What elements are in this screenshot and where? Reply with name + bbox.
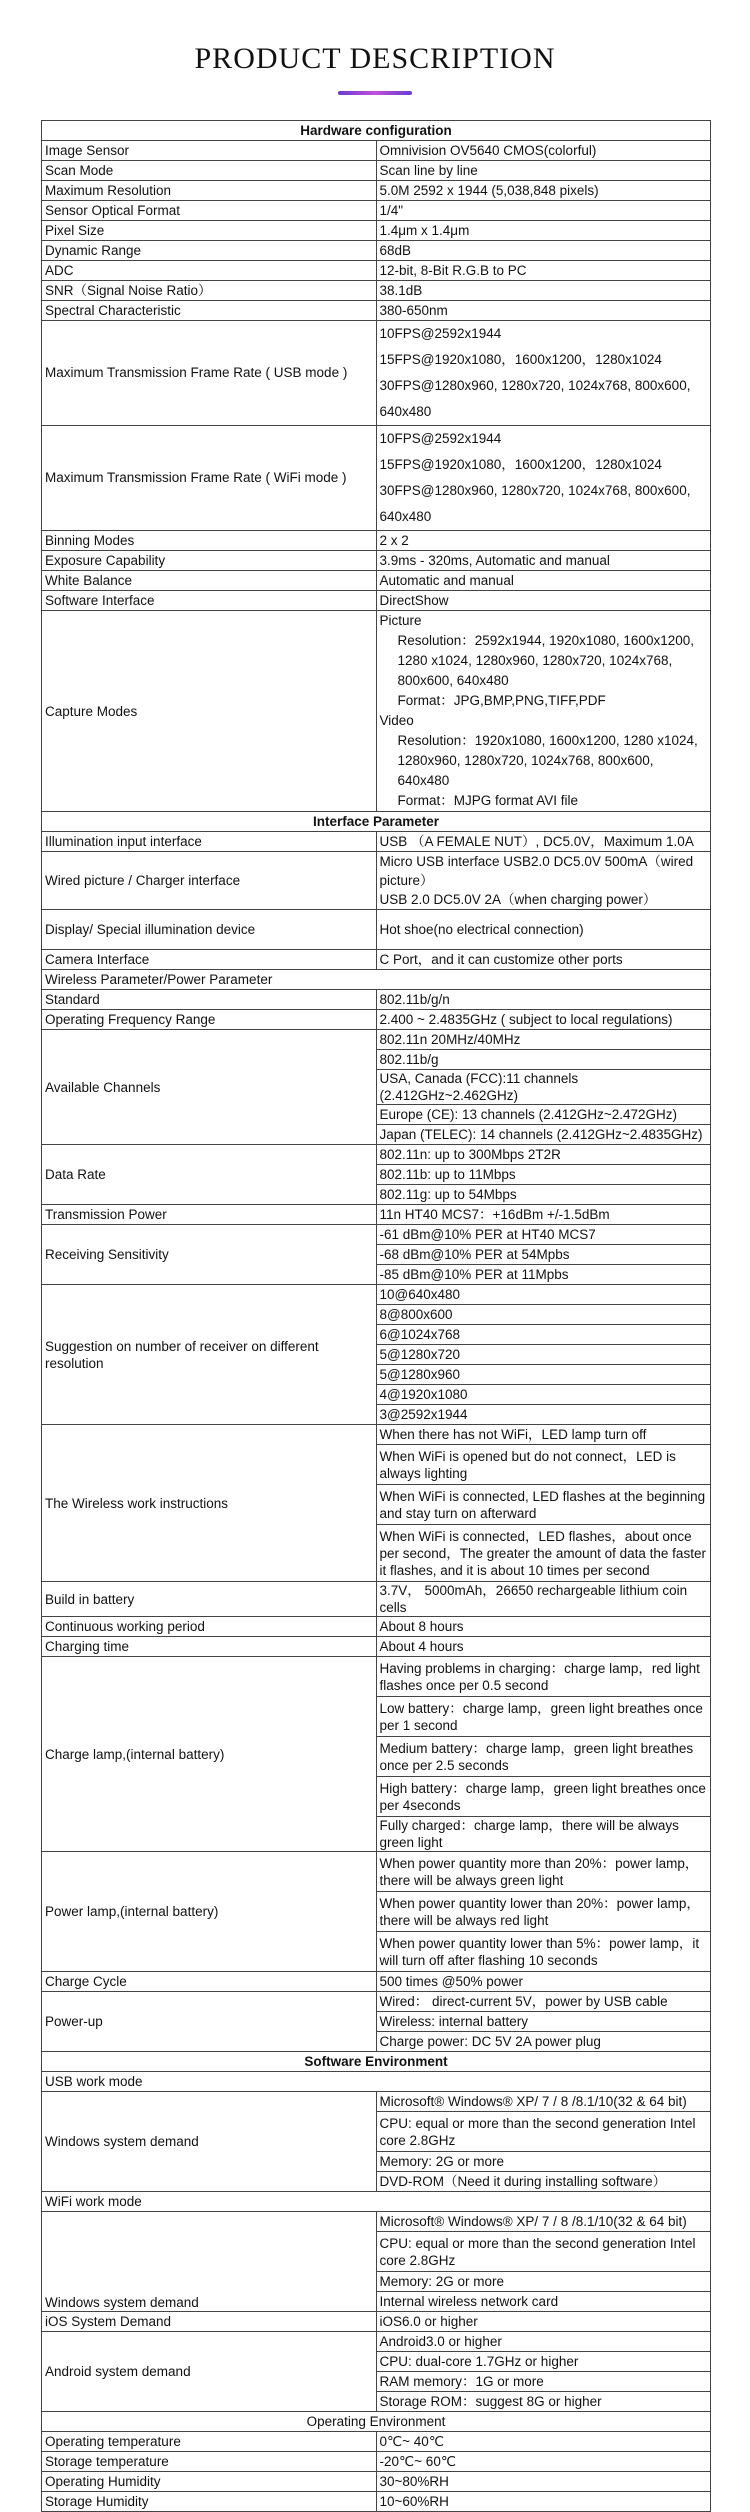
page-header	[0, 0, 750, 120]
spec-value: Scan line by line	[376, 161, 711, 181]
spec-value: 2.400 ~ 2.4835GHz ( subject to local regulations)	[376, 1010, 711, 1030]
spec-value	[376, 321, 711, 426]
spec-label: Sensor Optical Format	[42, 201, 377, 221]
spec-label: Capture Modes	[42, 611, 377, 812]
spec-value: Hot shoe(no electrical connection)	[376, 910, 711, 950]
spec-label: Software Interface	[42, 591, 377, 611]
spec-label: Wired picture / Charger interface	[42, 852, 377, 910]
section-heading-interface: Interface Parameter	[42, 812, 711, 832]
spec-value: About 8 hours	[376, 1617, 711, 1637]
spec-value: Internal wireless network card	[376, 2292, 711, 2312]
spec-value: DVD-ROM（Need it during installing software）	[376, 2172, 711, 2192]
spec-value: 0℃~ 40℃	[376, 2432, 711, 2452]
wired-line: Micro USB interface USB2.0 DC5.0V 500mA（wired picture）	[379, 854, 694, 888]
section-heading-software: Software Environment	[42, 2052, 711, 2072]
spec-label: Charge lamp,(internal battery)	[42, 1657, 377, 1852]
title-accent-bar	[338, 91, 412, 95]
spec-label: Pixel Size	[42, 221, 377, 241]
receiver-row: 5@1280x960	[376, 1365, 711, 1385]
spec-value: Wireless: internal battery	[376, 2012, 711, 2032]
spec-label: Operating temperature	[42, 2432, 377, 2452]
spec-value	[376, 426, 711, 531]
spec-value: 3.7V， 5000mAh，26650 rechargeable lithium coin cells	[376, 1582, 711, 1617]
spec-value: CPU: equal or more than the second generation Intel core 2.8GHz	[376, 2232, 711, 2272]
spec-value: USA, Canada (FCC):11 channels (2.412GHz~2.462GHz)	[376, 1070, 711, 1105]
spec-label: Operating Frequency Range	[42, 1010, 377, 1030]
spec-label: Build in battery	[42, 1582, 377, 1617]
spec-label: Data Rate	[42, 1145, 377, 1205]
spec-value: 802.11b/g/n	[376, 990, 711, 1010]
spec-label: Standard	[42, 990, 377, 1010]
spec-value: Microsoft® Windows® XP/ 7 / 8 /8.1/10(32 & 64 bit)	[376, 2092, 711, 2112]
spec-value: -61 dBm@10% PER at HT40 MCS7	[376, 1225, 711, 1245]
wifi-work-mode-heading: WiFi work mode	[42, 2192, 711, 2212]
spec-value: Wired： direct-current 5V，power by USB cable	[376, 1992, 711, 2012]
spec-value: 1.4μm x 1.4μm	[376, 221, 711, 241]
spec-label: Camera Interface	[42, 950, 377, 970]
capture-video-resolution: Resolution：1920x1080, 1600x1200, 1280 x1024, 1280x960, 1280x720, 1024x768, 800x600, 640x480	[397, 733, 698, 788]
spec-label: Illumination input interface	[42, 832, 377, 852]
spec-value: CPU: equal or more than the second generation Intel core 2.8GHz	[376, 2112, 711, 2152]
spec-value: Memory: 2G or more	[376, 2152, 711, 2172]
frame-rate-line: 10FPS@2592x1944	[379, 326, 502, 341]
spec-value: 802.11n: up to 300Mbps 2T2R	[376, 1145, 711, 1165]
capture-picture-format: Format：JPG,BMP,PNG,TIFF,PDF	[397, 693, 606, 708]
spec-value: High battery：charge lamp，green light breathes once per 4seconds	[376, 1777, 711, 1817]
spec-value: 802.11n 20MHz/40MHz	[376, 1030, 711, 1050]
receiver-row: 5@1280x720	[376, 1345, 711, 1365]
spec-value: 380-650nm	[376, 301, 711, 321]
spec-value: USB （A FEMALE NUT）, DC5.0V，Maximum 1.0A	[376, 832, 711, 852]
spec-label: Suggestion on number of receiver on different resolution	[42, 1285, 377, 1425]
receiver-row: 10@640x480	[376, 1285, 711, 1305]
spec-value: Europe (CE): 13 channels (2.412GHz~2.472GHz)	[376, 1105, 711, 1125]
spec-label: Spectral Characteristic	[42, 301, 377, 321]
spec-label: Display/ Special illumination device	[42, 910, 377, 950]
receiver-row: 4@1920x1080	[376, 1385, 711, 1405]
receiver-row: 8@800x600	[376, 1305, 711, 1325]
spec-value: 3.9ms - 320ms, Automatic and manual	[376, 551, 711, 571]
spec-value: Omnivision OV5640 CMOS(colorful)	[376, 141, 711, 161]
spec-label: Maximum Transmission Frame Rate ( WiFi mode )	[42, 426, 377, 531]
section-heading-wireless: Wireless Parameter/Power Parameter	[42, 970, 711, 990]
spec-value: 802.11b/g	[376, 1050, 711, 1070]
spec-value: -68 dBm@10% PER at 54Mpbs	[376, 1245, 711, 1265]
spec-label: Continuous working period	[42, 1617, 377, 1637]
frame-rate-line: 15FPS@1920x1080，1600x1200，1280x1024	[379, 352, 662, 367]
spec-value: Charge power: DC 5V 2A power plug	[376, 2032, 711, 2052]
section-heading-hardware: Hardware configuration	[42, 121, 711, 141]
capture-video-format: Format：MJPG format AVI file	[397, 793, 579, 808]
spec-value: -85 dBm@10% PER at 11Mpbs	[376, 1265, 711, 1285]
spec-label: Storage temperature	[42, 2452, 377, 2472]
spec-value: 11n HT40 MCS7：+16dBm +/-1.5dBm	[376, 1205, 711, 1225]
spec-label: Available Channels	[42, 1030, 377, 1145]
spec-value: 1/4"	[376, 201, 711, 221]
spec-value: When there has not WiFi，LED lamp turn off	[376, 1425, 711, 1445]
spec-value: Microsoft® Windows® XP/ 7 / 8 /8.1/10(32 & 64 bit)	[376, 2212, 711, 2232]
spec-label: White Balance	[42, 571, 377, 591]
spec-value: Automatic and manual	[376, 571, 711, 591]
spec-value: 68dB	[376, 241, 711, 261]
spec-label: Maximum Resolution	[42, 181, 377, 201]
spec-label: ADC	[42, 261, 377, 281]
spec-value: Memory: 2G or more	[376, 2272, 711, 2292]
frame-rate-line: 15FPS@1920x1080，1600x1200，1280x1024	[379, 457, 662, 472]
section-heading-environment: Operating Environment	[42, 2412, 711, 2432]
spec-value: 2 x 2	[376, 531, 711, 551]
spec-table	[41, 120, 711, 2512]
spec-value: 38.1dB	[376, 281, 711, 301]
receiver-row: 6@1024x768	[376, 1325, 711, 1345]
spec-label: Power lamp,(internal battery)	[42, 1852, 377, 1972]
spec-value: Android3.0 or higher	[376, 2332, 711, 2352]
spec-value: 12-bit, 8-Bit R.G.B to PC	[376, 261, 711, 281]
capture-picture-label: Picture	[379, 613, 422, 628]
spec-value: Japan (TELEC): 14 channels (2.412GHz~2.4835GHz)	[376, 1125, 711, 1145]
spec-label: SNR（Signal Noise Ratio）	[42, 281, 377, 301]
spec-value: When WiFi is connected, LED flashes at the beginning and stay turn on afterward	[376, 1485, 711, 1525]
spec-value: DirectShow	[376, 591, 711, 611]
spec-label: Windows system demand	[42, 2212, 377, 2312]
spec-label: Exposure Capability	[42, 551, 377, 571]
spec-value	[376, 611, 711, 812]
capture-picture-resolution: Resolution：2592x1944, 1920x1080, 1600x1200, 1280 x1024, 1280x960, 1280x720, 1024x768, 800x600, 640x480	[397, 633, 694, 688]
spec-value: Fully charged：charge lamp，there will be always green light	[376, 1817, 711, 1852]
spec-value: 30~80%RH	[376, 2472, 711, 2492]
usb-work-mode-heading: USB work mode	[42, 2072, 711, 2092]
spec-value: Low battery：charge lamp，green light breathes once per 1 second	[376, 1697, 711, 1737]
spec-value: 10~60%RH	[376, 2492, 711, 2512]
spec-label: Maximum Transmission Frame Rate ( USB mode )	[42, 321, 377, 426]
spec-value: Storage ROM：suggest 8G or higher	[376, 2392, 711, 2412]
frame-rate-line: 30FPS@1280x960, 1280x720, 1024x768, 800x600, 640x480	[379, 378, 691, 419]
capture-video-label: Video	[379, 713, 414, 728]
spec-value: C Port，and it can customize other ports	[376, 950, 711, 970]
spec-value: CPU: dual-core 1.7GHz or higher	[376, 2352, 711, 2372]
spec-label: Android system demand	[42, 2332, 377, 2412]
spec-label: Storage Humidity	[42, 2492, 377, 2512]
spec-label: iOS System Demand	[42, 2312, 377, 2332]
spec-label: Scan Mode	[42, 161, 377, 181]
receiver-row: 3@2592x1944	[376, 1405, 711, 1425]
spec-label: Binning Modes	[42, 531, 377, 551]
spec-value: Medium battery：charge lamp，green light breathes once per 2.5 seconds	[376, 1737, 711, 1777]
page-title: PRODUCT DESCRIPTION	[194, 42, 556, 75]
frame-rate-line: 10FPS@2592x1944	[379, 431, 502, 446]
spec-value: RAM memory：1G or more	[376, 2372, 711, 2392]
spec-value: 802.11b: up to 11Mbps	[376, 1165, 711, 1185]
spec-label: Image Sensor	[42, 141, 377, 161]
spec-label: Operating Humidity	[42, 2472, 377, 2492]
spec-label: Charging time	[42, 1637, 377, 1657]
spec-label: Power-up	[42, 1992, 377, 2052]
spec-label: Windows system demand	[42, 2092, 377, 2192]
spec-value: 500 times @50% power	[376, 1972, 711, 1992]
frame-rate-line: 30FPS@1280x960, 1280x720, 1024x768, 800x600, 640x480	[379, 483, 691, 524]
spec-value: Having problems in charging：charge lamp，red light flashes once per 0.5 second	[376, 1657, 711, 1697]
spec-value: When power quantity lower than 5%：power lamp，it will turn off after flashing 10 seconds	[376, 1932, 711, 1972]
spec-value: -20℃~ 60℃	[376, 2452, 711, 2472]
spec-label: The Wireless work instructions	[42, 1425, 377, 1582]
spec-value: 802.11g: up to 54Mbps	[376, 1185, 711, 1205]
spec-value: 5.0M 2592 x 1944 (5,038,848 pixels)	[376, 181, 711, 201]
spec-value: When power quantity more than 20%：power lamp，there will be always green light	[376, 1852, 711, 1892]
spec-label: Charge Cycle	[42, 1972, 377, 1992]
wired-line: USB 2.0 DC5.0V 2A（when charging power）	[379, 892, 657, 907]
spec-value: When power quantity lower than 20%：power lamp，there will be always red light	[376, 1892, 711, 1932]
spec-value: When WiFi is connected，LED flashes，about once per second，The greater the amount of data the faster it flashes, and it is about 10 times per second	[376, 1525, 711, 1582]
spec-label: Transmission Power	[42, 1205, 377, 1225]
spec-value: When WiFi is opened but do not connect，LED is always lighting	[376, 1445, 711, 1485]
spec-label: Dynamic Range	[42, 241, 377, 261]
spec-value: About 4 hours	[376, 1637, 711, 1657]
spec-value	[376, 852, 711, 910]
spec-value: iOS6.0 or higher	[376, 2312, 711, 2332]
spec-label: Receiving Sensitivity	[42, 1225, 377, 1285]
